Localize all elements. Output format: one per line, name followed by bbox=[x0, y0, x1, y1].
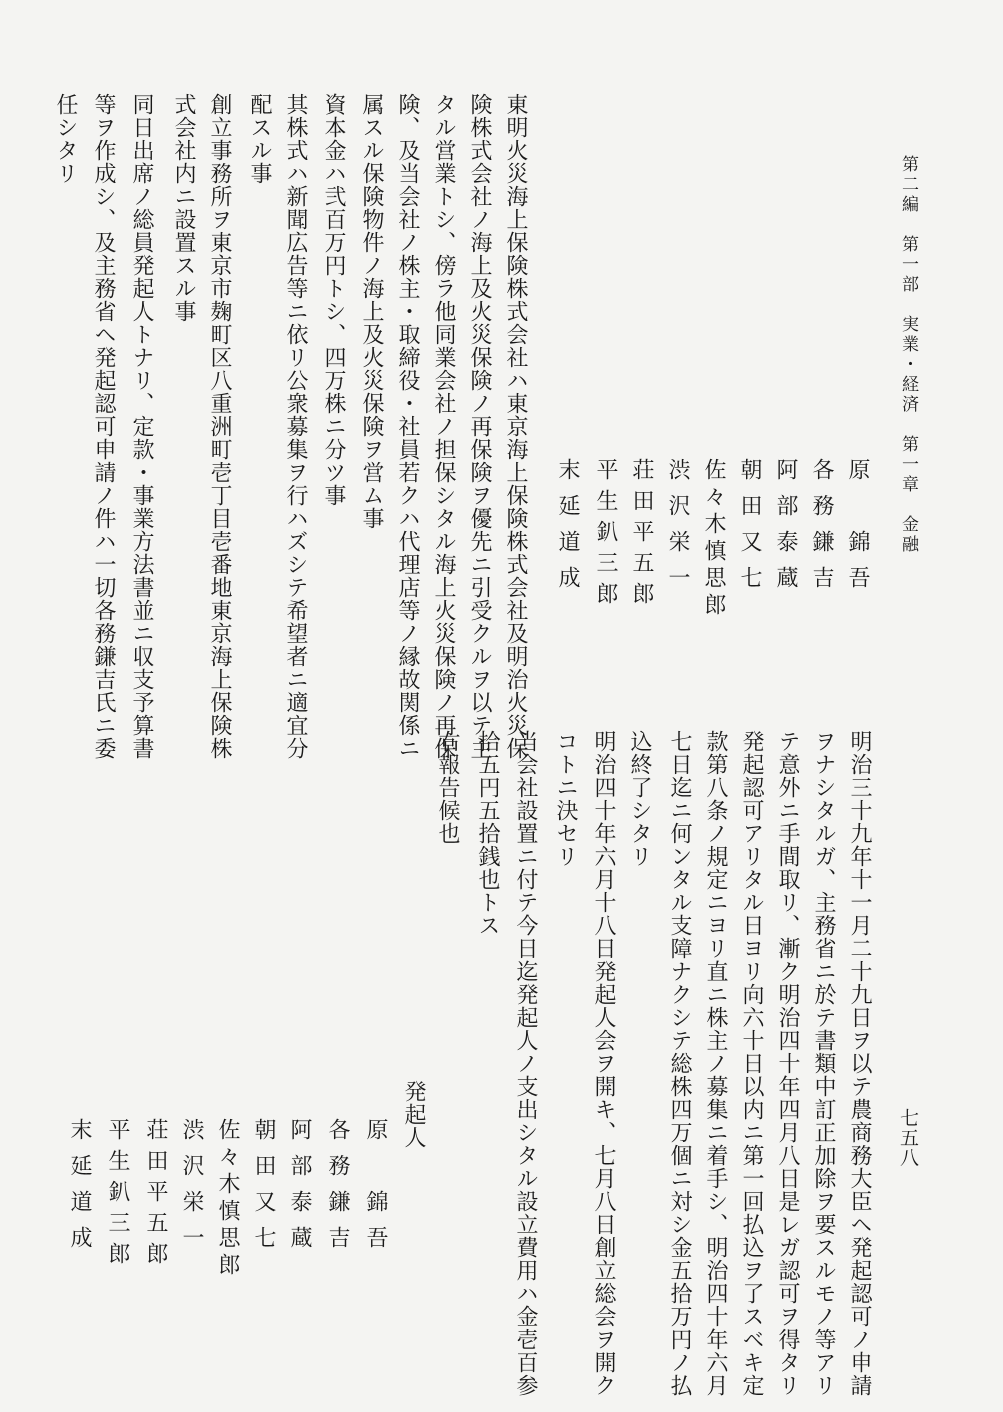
name-item: 渋沢栄一 bbox=[665, 458, 690, 602]
text-line: 等ヲ作成シ、及主務省ヘ発起認可申請ノ件ハ一切各務鎌吉氏ニ委 bbox=[91, 93, 116, 760]
text-line: タル営業トシ、傍ラ他同業会社ノ担保シタル海上火災保険ノ再保 bbox=[431, 93, 456, 760]
text-line: 式会社内ニ設置スル事 bbox=[171, 93, 196, 323]
signatory-name: 朝田又七 bbox=[251, 1118, 276, 1262]
text-line: 東明火災海上保険株式会社ハ東京海上保険株式会社及明治火災保 bbox=[503, 93, 528, 760]
text-line: 其株式ハ新聞広告等ニ依リ公衆募集ヲ行ハズシテ希望者ニ適宜分 bbox=[283, 93, 308, 760]
name-item: 阿部泰蔵 bbox=[773, 458, 798, 602]
text-line: 明治三十九年十一月二十九日ヲ以テ農商務大臣ヘ発起認可ノ申請 bbox=[847, 730, 872, 1397]
text-line: 険株式会社ノ海上及火災保険ノ再保険ヲ優先ニ引受クルヲ以テ主 bbox=[467, 93, 492, 760]
name-item: 各務鎌吉 bbox=[809, 458, 834, 602]
text-line: 右報告候也 bbox=[435, 730, 460, 845]
text-line: 創立事務所ヲ東京市麹町区八重洲町壱丁目壱番地東京海上保険株 bbox=[207, 93, 232, 760]
page-number: 七五八 bbox=[897, 1108, 919, 1168]
name-item: 原 錦吾 bbox=[845, 458, 870, 602]
text-line: 款第八条ノ規定ニヨリ直ニ株主ノ募集ニ着手シ、明治四十年六月 bbox=[703, 730, 728, 1397]
signatory-name: 末延道成 bbox=[67, 1118, 92, 1262]
text-line: 込終了シタリ bbox=[627, 730, 652, 868]
name-item: 朝田又七 bbox=[737, 458, 762, 602]
text-line: 属スル保険物件ノ海上及火災保険ヲ営ム事 bbox=[359, 93, 384, 530]
name-item: 荘田平五郎 bbox=[629, 458, 654, 613]
text-line: テ意外ニ手間取リ、漸ク明治四十年四月八日是レガ認可ヲ得タリ bbox=[775, 730, 800, 1397]
text-line: 配スル事 bbox=[247, 93, 272, 185]
signatory-name: 佐々木慎思郎 bbox=[215, 1118, 240, 1280]
signatory-name: 阿部泰蔵 bbox=[287, 1118, 312, 1262]
text-line: 七日迄ニ何ンタル支障ナクシテ総株四万個ニ対シ金五拾万円ノ払 bbox=[667, 730, 692, 1397]
signature-heading: 発起人 bbox=[401, 1080, 426, 1149]
text-line: 同日出席ノ総員発起人トナリ、定款・事業方法書並ニ収支予算書 bbox=[129, 93, 154, 760]
signatory-name: 渋沢栄一 bbox=[179, 1118, 204, 1262]
name-item: 佐々木慎思郎 bbox=[701, 458, 726, 620]
signatory-name: 平生釟三郎 bbox=[105, 1118, 130, 1273]
text-line: ヲナシタルガ、主務省ニ於テ書類中訂正加除ヲ要スルモノ等アリ bbox=[811, 730, 836, 1397]
signatory-name: 各務鎌吉 bbox=[325, 1118, 350, 1262]
text-line: 任シタリ bbox=[53, 93, 78, 185]
text-line: 拾五円五拾銭也トス bbox=[475, 730, 500, 937]
name-item: 末延道成 bbox=[555, 458, 580, 602]
signatory-name: 原 錦吾 bbox=[363, 1118, 388, 1262]
name-item: 平生釟三郎 bbox=[593, 458, 618, 613]
signatory-name: 荘田平五郎 bbox=[143, 1118, 168, 1273]
text-line: 明治四十年六月十八日発起人会ヲ開キ、七月八日創立総会ヲ開ク bbox=[591, 730, 616, 1397]
text-line: コトニ決セリ bbox=[553, 730, 578, 868]
text-line: 資本金ハ弐百万円トシ、四万株ニ分ツ事 bbox=[321, 93, 346, 507]
running-head: 第二編 第一部 実業・経済 第一章 金融 bbox=[898, 155, 918, 555]
text-line: 当会社設置ニ付テ今日迄発起人ノ支出シタル設立費用ハ金壱百参 bbox=[513, 730, 538, 1397]
text-line: 発起認可アリタル日ヨリ向六十日以内ニ第一回払込ヲ了スベキ定 bbox=[739, 730, 764, 1397]
text-line: 険、及当会社ノ株主・取締役・社員若クハ代理店等ノ縁故関係ニ bbox=[395, 93, 420, 760]
